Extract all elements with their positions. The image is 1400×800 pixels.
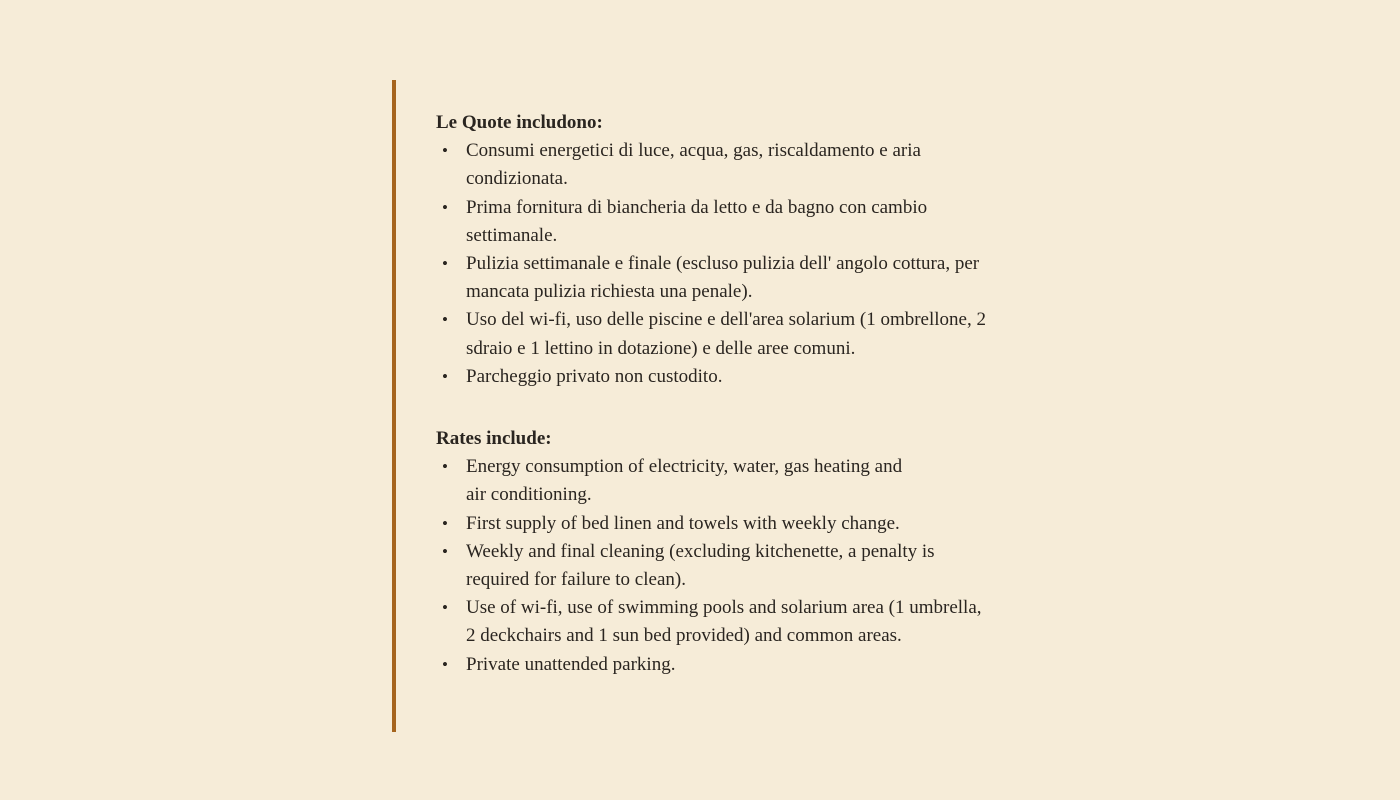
list-item-text-continued: settimanale. [466,224,558,246]
list-item-text: Parcheggio privato non custodito. [466,365,723,387]
list-item-text-continued: sdraio e 1 lettino in dotazione) e delle aree comuni. [466,337,856,359]
bullet-icon: • [442,310,448,330]
bullet-icon: • [442,254,448,274]
list-item [436,594,1136,650]
list-item [436,194,1136,250]
list-item-text: Uso del wi-fi, uso delle piscine e dell'area solarium (1 ombrellone, 2 [466,309,986,331]
list-item-text: Prima fornitura di biancheria da letto e da bagno con cambio [466,196,928,218]
bullet-icon: • [442,654,448,674]
list-item [436,306,1136,362]
bullet-icon: • [442,366,448,386]
list-item-text-continued: condizionata. [466,168,568,190]
bullet-icon: • [442,513,448,533]
italian-section-heading: Le Quote includono: [436,112,603,133]
list-item [436,453,1136,509]
list-item-text: Consumi energetici di luce, acqua, gas, riscaldamento e aria [466,140,921,162]
list-item-text-continued: mancata pulizia richiesta una penale). [466,281,753,303]
list-item [436,250,1136,306]
list-item [436,651,1136,679]
list-item-text: Use of wi-fi, use of swimming pools and solarium area (1 umbrella, [466,597,982,619]
bullet-icon: • [442,598,448,618]
list-item-text: Energy consumption of electricity, water, gas heating and [466,456,903,478]
section-spacer [436,391,1136,425]
list-item-text: Private unattended parking. [466,653,676,675]
bullet-icon: • [442,457,448,477]
list-item-text: First supply of bed linen and towels with weekly change. [466,512,900,534]
accent-divider-bar [392,80,396,732]
bullet-icon: • [442,141,448,161]
list-item [436,510,1136,538]
list-item-text-continued: required for failure to clean). [466,569,686,591]
italian-includes-list [436,137,1136,391]
list-item [436,137,1136,193]
bullet-icon: • [442,541,448,561]
rates-content [436,109,1136,679]
english-includes-list [436,453,1136,679]
list-item-text-continued: air conditioning. [466,484,592,506]
list-item-text: Pulizia settimanale e finale (escluso pulizia dell' angolo cottura, per [466,253,980,275]
list-item [436,538,1136,594]
list-item-text-continued: 2 deckchairs and 1 sun bed provided) and common areas. [466,625,902,647]
english-section-heading: Rates include: [436,428,552,450]
list-item-text: Weekly and final cleaning (excluding kitchenette, a penalty is [466,540,935,562]
bullet-icon: • [442,197,448,217]
list-item [436,363,1136,391]
